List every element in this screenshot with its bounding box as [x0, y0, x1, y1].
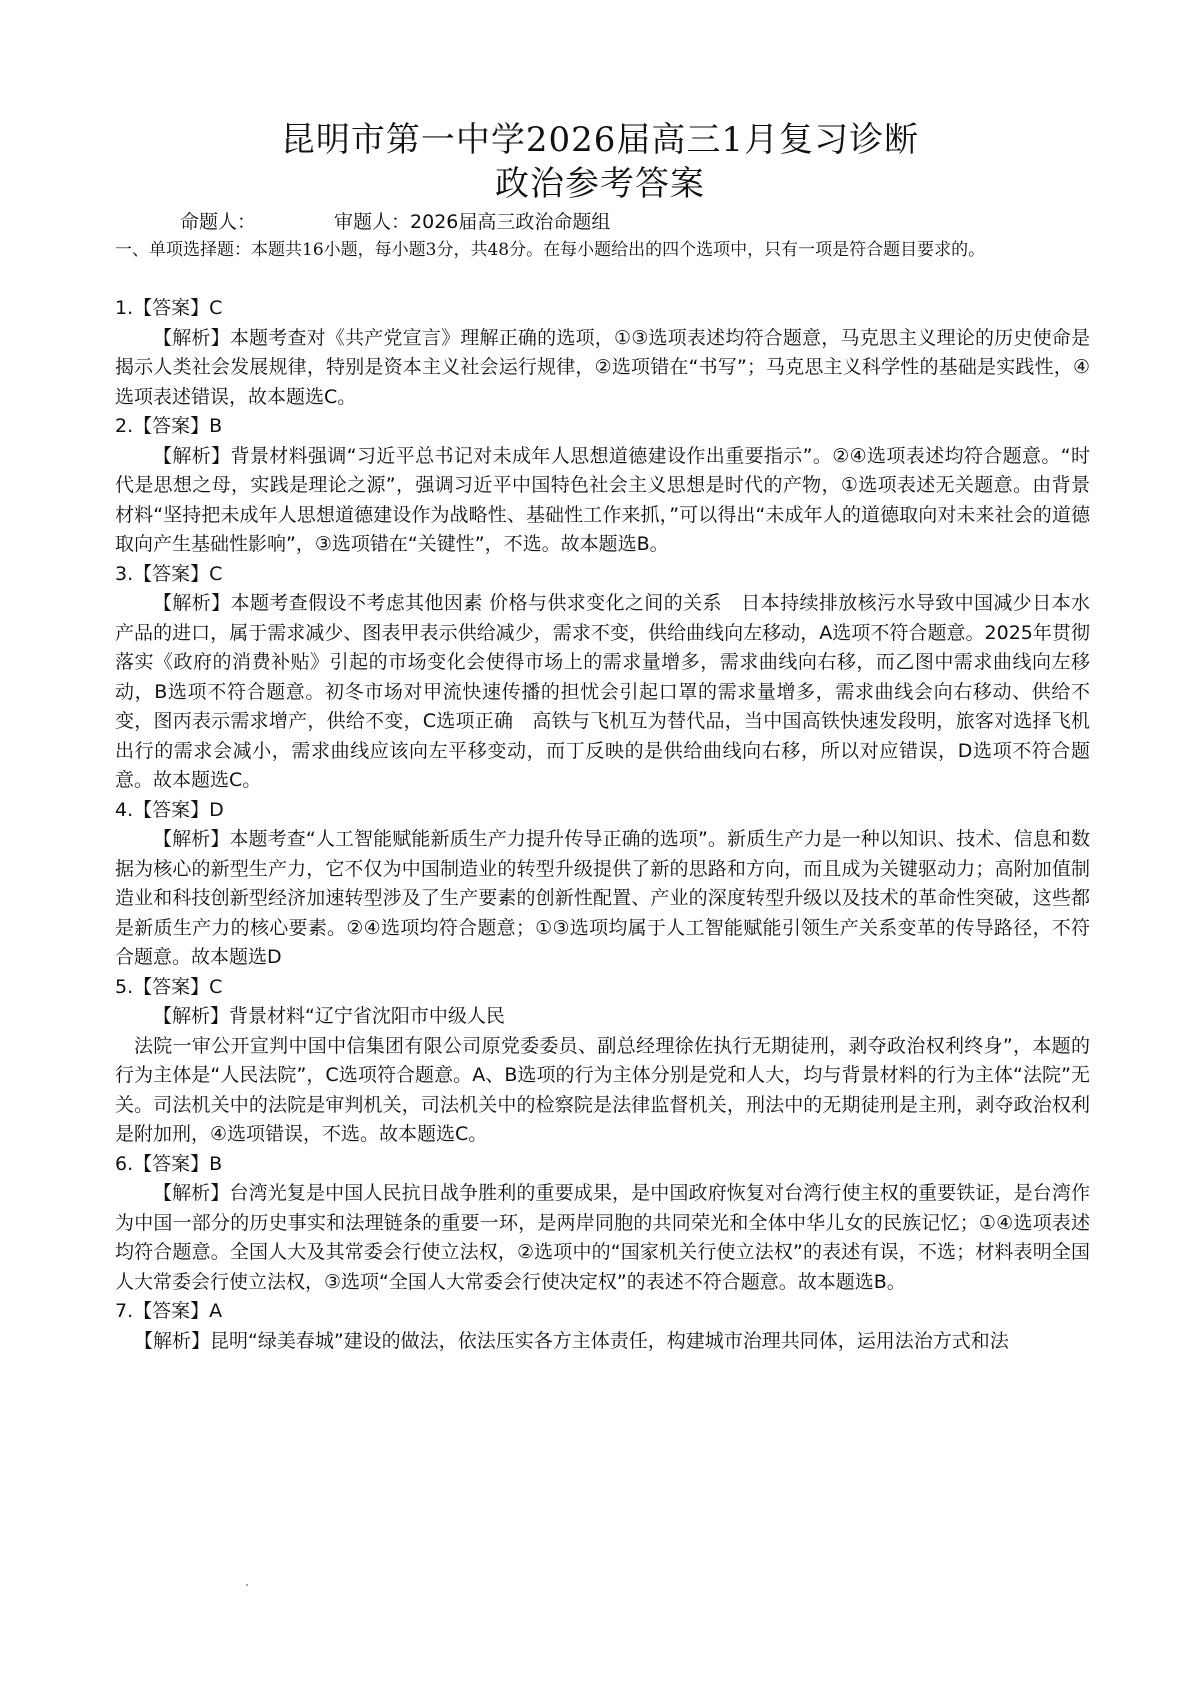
explanation-q2: 【解析】背景材料强调“习近平总书记对未成年人思想道德建设作出重要指示”。②④选项表述均符合题意。“时代是思想之母，实践是理论之源”，强调习近平中国特色社会主义思想是时代的产物，①选项表述无关题意。由背景材料“坚持把未成年人思想道德建设作为战略性、基础性工作来抓，”可以得出“未成年人的道德取向对未来社会的道德取向产生基础性影响”，③选项错在“关键性”，不选。故本题选B。: [115, 444, 1090, 555]
explanation-q5-continued: 法院一审公开宣判中国中信集团有限公司原党委委员、副总经理徐佐执行无期徒刑，剥夺政治权利终身”，本题的行为主体是“人民法院”，C选项符合题意。A、B选项的行为主体分别是党和人大，均与背景材料的行为主体“法院”无关。司法机关中的法院是审判机关，司法机关中的检察院是法律监督机关，刑法中的无期徒刑是主刑，剥夺政治权利是附加刑，④选项错误，不选。故本题选C。: [115, 1034, 1090, 1145]
answers-body: [115, 294, 1090, 1356]
explanation-q1: 【解析】本题考查对《共产党宣言》理解正确的选项，①③选项表述均符合题意，马克思主义理论的历史使命是揭示人类社会发展规律，特别是资本主义社会运行规律，②选项错在“书写”；马克思主义科学性的基础是实践性，④选项表述错误，故本题选C。: [115, 326, 1090, 408]
proposer-label: 命题人：: [180, 211, 257, 233]
answer-line-q2: 2.【答案】B: [115, 415, 223, 437]
document-title: 昆明市第一中学2026届高三1月复习诊断: [280, 120, 920, 160]
explanation-q4: 【解析】本题考查“人工智能赋能新质生产力提升传导正确的选项”。新质生产力是一种以知识、技术、信息和数据为核心的新型生产力，它不仅为中国制造业的转型升级提供了新的思路和方向，而且成为关键驱动力；高附加值制造业和科技创新型经济加速转型涉及了生产要素的创新性配置、产业的深度转型升级以及技术的革命性突破，这些都是新质生产力的核心要素。②④选项均符合题意；①③选项均属于人工智能赋能引领生产关系变革的传导路径，不符合题意。故本题选D: [115, 828, 1090, 968]
answer-line-q4: 4.【答案】D: [115, 798, 224, 821]
explanation-q5: 【解析】背景材料“辽宁省沈阳市中级人民: [153, 1005, 505, 1027]
reviewer-label: 审题人：2026届高三政治命题组: [334, 211, 611, 233]
explanation-q3: 【解析】本题考查假设不考虑其他因素 价格与供求变化之间的关系 日本持续排放核污水导致中国减少日本水产品的进口，属于需求减少、图表甲表示供给减少，需求不变，供给曲线向左移动，A选项不符合题意。2025年贯彻落实《政府的消费补贴》引起的市场变化会使得市场上的需求量增多，需求曲线向右移，而乙图中需求曲线向左移动，B选项不符合题意。初冬市场对甲流快速传播的担忧会引起口罩的需求量增多，需求曲线会向右移动、供给不变，图丙表示需求增产，供给不变，C选项正确 高铁与飞机互为替代品，当中国高铁快速发段明，旅客对选择飞机出行的需求会减小，需求曲线应该向左平移变动，而丁反映的是供给曲线向右移，所以对应错误，D选项不符合题意。故本题选C。: [115, 592, 1090, 791]
answer-line-q1: 1.【答案】C: [115, 297, 223, 319]
answer-line-q7: 7.【答案】A: [115, 1300, 223, 1322]
author-line: [180, 208, 610, 236]
answer-line-q6: 6.【答案】B: [115, 1152, 223, 1175]
stray-dot: [246, 1584, 248, 1586]
answer-line-q5: 5.【答案】C: [115, 975, 223, 998]
explanation-q7: 【解析】昆明“绿美春城”建设的做法，依法压实各方主体责任，构建城市治理共同体，运用法治方式和法: [134, 1329, 1009, 1352]
explanation-q6: 【解析】台湾光复是中国人民抗日战争胜利的重要成果，是中国政府恢复对台湾行使主权的重要铁证，是台湾作为中国一部分的历史事实和法理链条的重要一环，是两岸同胞的共同荣光和全体中华儿女的民族记忆；①④选项表述均符合题意。全国人大及其常委会行使立法权，②选项中的“国家机关行使立法权”的表述有误，不选；材料表明全国人大常委会行使立法权，③选项“全国人大常委会行使决定权”的表述不符合题意。故本题选B。: [115, 1182, 1090, 1293]
section-heading: 一、单项选择题：本题共16小题，每小题3分，共48分。在每小题给出的四个选项中，只有一项是符合题目要求的。: [115, 240, 986, 260]
answer-line-q3: 3.【答案】C: [115, 562, 223, 585]
document-subtitle: 政治参考答案: [495, 164, 705, 204]
